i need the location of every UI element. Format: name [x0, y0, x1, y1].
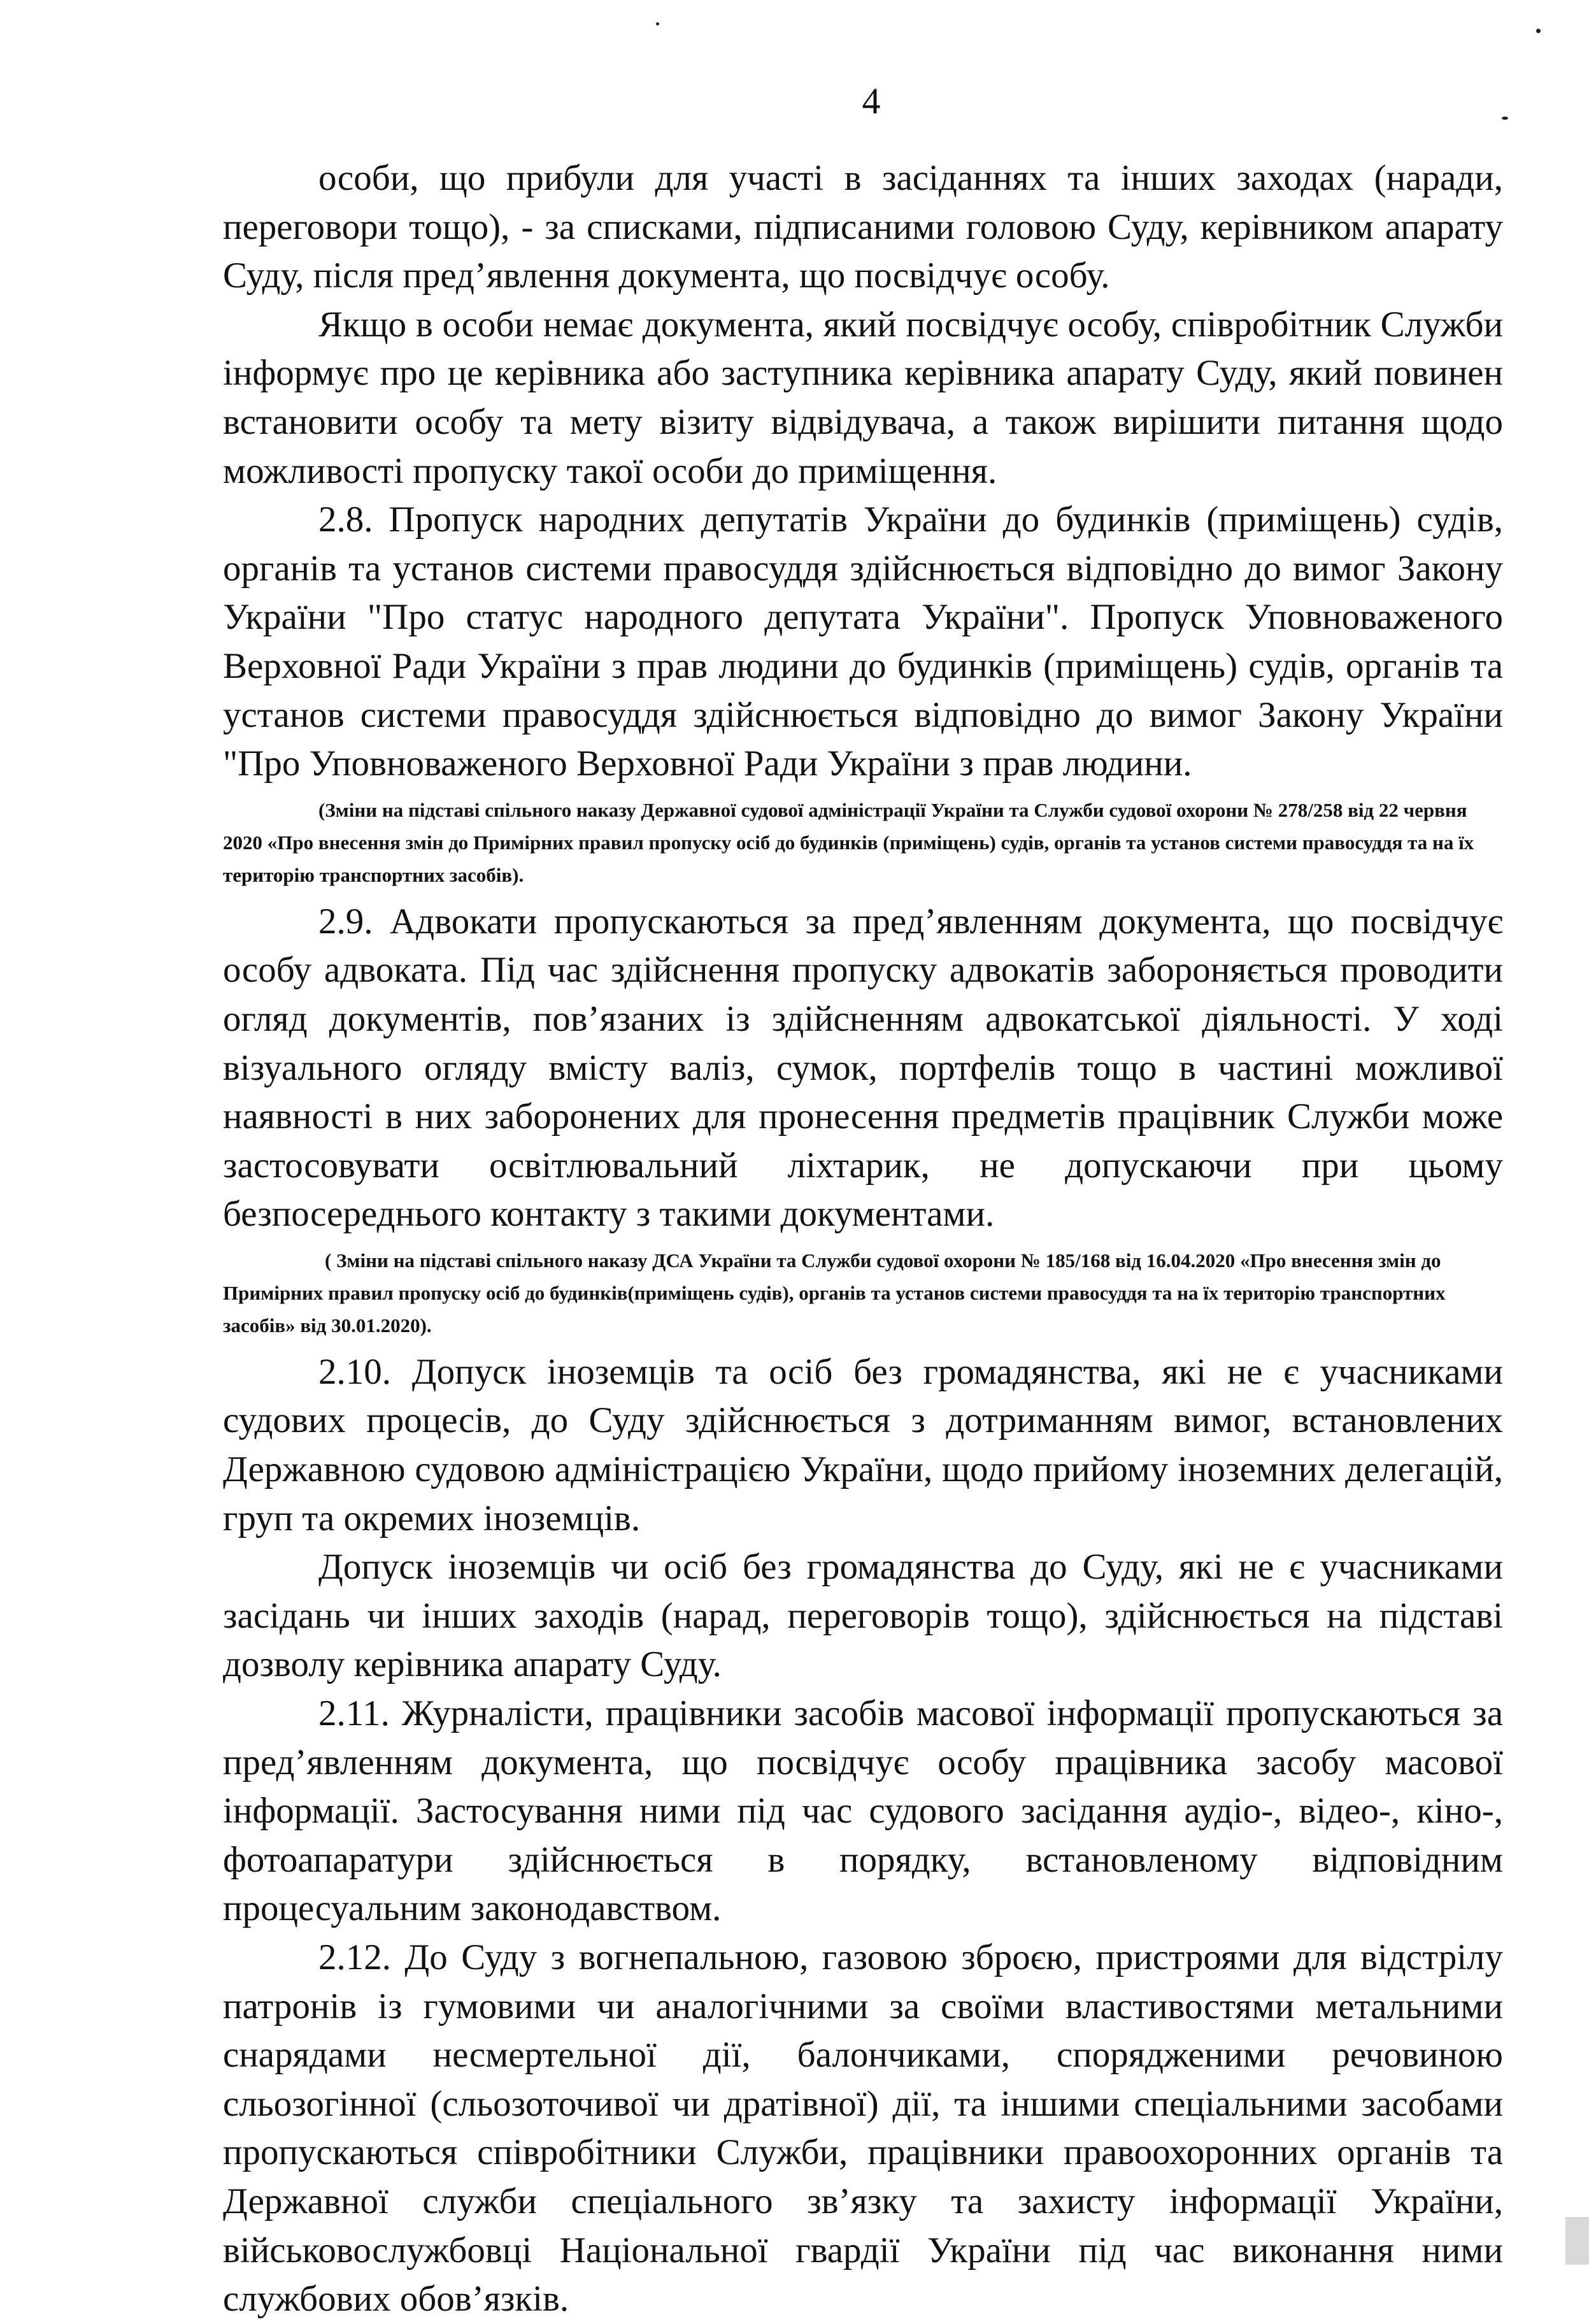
scan-speck: [1502, 117, 1508, 120]
paragraph-2-10: 2.10. Допуск іноземців та осіб без громадянства, які не є учасниками судових процесів, до Суду здійснюється з дотриманням вимог, встановлених Державною судовою адміністрацією України, щодо прийому іноземних делегацій, груп та окремих іноземців.: [223, 1351, 1503, 1539]
scan-speck: [656, 22, 659, 25]
page-number: 4: [862, 80, 881, 122]
paragraph-2-11: 2.11. Журналісти, працівники засобів масової інформації пропускаються за пред’явленням документа, що посвідчує особу працівника засобу масової інформації. Застосування ними під час судового засідання аудіо-, відео-, кіно-, фотоапаратури здійснюється в порядку, встановленому відповідним процесуальним законодавством.: [223, 1693, 1503, 1929]
document-body: [223, 154, 1503, 2324]
paragraph-2-8: 2.8. Пропуск народних депутатів України до будинків (приміщень) судів, органів та установ системи правосуддя здійснюється відповідно до вимог Закону України "Про статус народного депутата України". Пропуск Уповноваженого Верховної Ради України з прав людини до будинків (приміщень) судів, органів та установ системи правосуддя здійснюється відповідно до вимог Закону України "Про Уповноваженого Верховної Ради України з прав людини.: [223, 499, 1503, 784]
paragraph-continuation: особи, що прибули для участі в засіданнях та інших заходах (наради, переговори тощо), - за списками, підписаними головою Суду, керівником апарату Суду, після пред’явлення документа, що посвідчує особу.: [223, 158, 1503, 296]
paragraph-no-document: Якщо в особи немає документа, який посвідчує особу, співробітник Служби інформує про це керівника або заступника керівника апарату Суду, який повинен встановити особу та мету візиту відвідувача, а також вирішити питання щодо можливості пропуску такої особи до приміщення.: [223, 304, 1503, 491]
paragraph-2-12: 2.12. До Суду з вогнепальною, газовою зброєю, пристроями для відстрілу патронів із гумовими чи аналогічними за своїми властивостями метальними снарядами несмертельної дії, балончиками, спорядженими речовиною сльозогінної (сльозоточивої чи дратівної) дії, та іншими спеціальними засобами пропускаються співробітники Служби, працівники правоохоронних органів та Державної служби спеціального зв’язку та захисту інформації України, військовослужбовці Національної гвардії України під час виконання ними службових обов’язків.: [223, 1937, 1503, 2320]
scan-edge-mark: [1565, 2217, 1589, 2265]
paragraph-foreigners-admission: Допуск іноземців чи осіб без громадянства до Суду, які не є учасниками засідань чи інших заходів (нарад, переговорів тощо), здійснюється на підставі дозволу керівника апарату Суду.: [223, 1547, 1503, 1685]
paragraph-2-9: 2.9. Адвокати пропускаються за пред’явленням документа, що посвідчує особу адвоката. Під час здійснення пропуску адвокатів забороняється проводити огляд документів, пов’язаних із здійсненням адвокатської діяльності. У ході візуального огляду вмісту валіз, сумок, портфелів тощо в частині можливої наявності в них заборонених для пронесення предметів працівник Служби може застосовувати освітлювальний ліхтарик, не допускаючи при цьому безпосереднього контакту з такими документами.: [223, 901, 1503, 1235]
scan-speck: [1536, 29, 1541, 33]
amendment-note-2-9: ( Зміни на підставі спільного наказу ДСА України та Служби судової охорони № 185/168 від 16.04.2020 «Про внесення змін до Примірних правил пропуску осіб до будинків(приміщень судів), органів та установ системи правосуддя та на їх територію транспортних засобів» від 30.01.2020).: [223, 1249, 1446, 1337]
amendment-note-2-8: (Зміни на підставі спільного наказу Державної судової адміністрації України та Служби судової охорони № 278/258 від 22 червня 2020 «Про внесення змін до Примірних правил пропуску осіб до будинків (приміщень) судів, органів та установ системи правосуддя та на їх територію транспортних засобів).: [223, 798, 1474, 886]
